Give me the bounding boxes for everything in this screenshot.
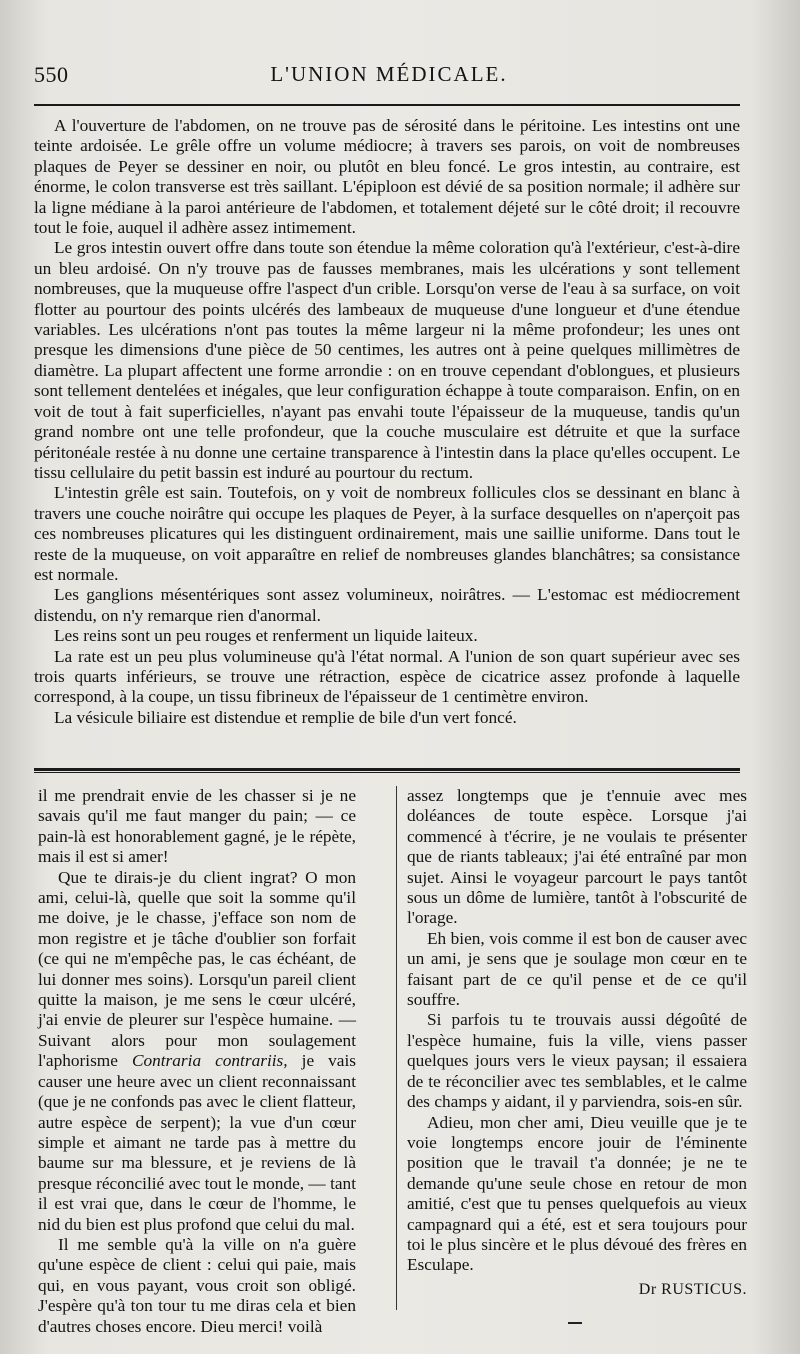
feuilleton-left-column [38, 786, 356, 1337]
page-header [34, 62, 744, 92]
paragraph-abdomen: A l'ouverture de l'abdomen, on ne trouve pas de sérosité dans le péritoine. Les intestins ont une teinte ardoisée. Le grêle offre un volume médiocre; à travers ses parois, on voit de nombreuses plaques de Peyer se dessiner en noir, ou plutôt en bleu foncé. Le gros intestin, au contraire, est énorme, le colon transverse est très saillant. L'épiploon est dévié de sa position normale; il adhère sur la ligne médiane à la paroi antérieure de l'abdomen, et totalement déjeté sur le côté droit; il recouvre tout le foie, auquel il adhère assez intimement. [34, 116, 740, 238]
paragraph-kidneys: Les reins sont un peu rouges et renferment un liquide laiteux. [54, 626, 478, 646]
right-paragraph: Si parfois tu te trouvais aussi dégoûté de l'espèce humaine, fuis la ville, viens passer quelques jours vers le vieux paysan; il essaiera de te réconcilier avec tes semblables, et le calme des champs y aidant, il y parviendra, sois-en sûr. [407, 1010, 747, 1112]
autopsy-report-section [34, 116, 740, 728]
feuilleton-right-column [407, 786, 747, 1300]
right-paragraph: Eh bien, vois comme il est bon de causer avec un ami, je sens que je soulage mon cœur en te faisant part de ce qu'il pense et de ce qu'il souffre. [407, 928, 747, 1010]
left-paragraph: il me prendrait envie de les chasser si je ne savais qu'il me faut manger du pain; — ce pain-là est honorablement gagné, je le répète, mais il est si amer! [38, 786, 356, 867]
running-title: L'UNION MÉDICALE. [270, 62, 508, 86]
column-divider [396, 786, 397, 1310]
feuilleton-separator [34, 768, 740, 773]
paragraph-small-intestine: L'intestin grêle est sain. Toutefois, on y voit de nombreux follicules clos se dessinant en blanc à travers une couche noirâtre qui occupe les plaques de Peyer, à la surface desquelles on n'aperçoit pas ces nombreuses plicatures qui les distinguent ordinairement, mais une saillie uniforme. Dans tout le reste de la muqueuse, on voit apparaître en relief de nombreuses glandes blanchâtres; sa consistance est normale. [34, 483, 740, 584]
left-paragraph: Que te dirais-je du client ingrat? O mon ami, celui-là, quelle que soit la somme qu'il me doive, je le chasse, j'efface son nom de mon registre et je tâche d'oublier son forfait (ce qui ne m'empêche pas, le cas échéant, de lui donner mes soins). Lorsqu'un pareil client quitte la maison, je me sens le cœur ulcéré, j'ai envie de pleurer sur l'espèce humaine. — Suivant alors pour mon soulagement l'aphorisme Contraria contrariis, je vais causer une heure avec un client reconnaissant (que je ne confonds pas avec le client flatteur, autre espèce de serpent); la vue d'un cœur simple et aimant ne tarde pas à mettre du baume sur ma blessure, et je reviens de là presque réconcilié avec tout le monde, — tant il est vrai que, dans le cœur de l'homme, le nid du bien est plus profond que celui du mal. [38, 867, 356, 1234]
paragraph-spleen: La rate est un peu plus volumineuse qu'à l'état normal. A l'union de son quart supérieur avec ses trois quarts inférieurs, se trouve une rétraction, espèce de cicatrice assez profonde à laquelle correspond, à la coupe, un tissu fibrineux de l'épaisseur de 1 centimètre environ. [34, 646, 740, 707]
left-paragraph: Il me semble qu'à la ville on n'a guère qu'une espèce de client : celui qui paie, mais qui, en vous payant, vous croit son obligé. J'espère qu'à ton tour tu me diras cela et bien d'autres choses encore. Dieu merci! voilà [38, 1234, 356, 1336]
right-paragraph: Adieu, mon cher ami, Dieu veuille que je te voie longtemps encore jouir de l'éminente position que le travail t'a donnée; je ne te demande qu'une seule chose en retour de mon amitié, c'est que tu penses quelquefois au vieux campagnard qui a été, est et sera toujours pour toi le plus sincère et le plus dévoué des frères en Esculape. [407, 1112, 747, 1275]
header-rule [34, 104, 740, 106]
end-mark [568, 1322, 582, 1324]
signature: Dr RUSTICUS. [638, 1280, 747, 1298]
paragraph-large-intestine: Le gros intestin ouvert offre dans toute son étendue la même coloration qu'à l'extérieur, c'est-à-dire un bleu ardoisé. On n'y trouve pas de fausses membranes, mais les ulcérations y sont tellement nombreuses, que la muqueuse offre l'aspect d'un crible. Lorsqu'on verse de l'eau à sa surface, on voit flotter au pourtour des points ulcérés des lambeaux de muqueuse d'une longueur et d'une étendue variables. Les ulcérations n'ont pas toutes la même largeur ni la même profondeur; les unes ont presque les dimensions d'une pièce de 50 centimes, les autres ont à peine quelques millimètres de diamètre. La plupart affectent une forme arrondie : on en trouve cependant d'oblongues, et plusieurs sont tellement dentelées et inégales, que leur configuration échappe à toute comparaison. Enfin, on en voit de tout à fait superficielles, n'ayant pas envahi toute l'épaisseur de la muqueuse, tandis qu'un grand nombre ont une telle profondeur, que la couche musculaire est détruite et que la surface péritonéale restée à nu donne une certaine transparence à l'intestin dans la place qu'elles occupent. Le tissu cellulaire du petit bassin est induré au pourtour du rectum. [34, 238, 740, 482]
paragraph-gallbladder: La vésicule biliaire est distendue et remplie de bile d'un vert foncé. [54, 707, 517, 727]
page-number: 550 [34, 62, 69, 87]
paragraph-ganglions: Les ganglions mésentériques sont assez volumineux, noirâtres. — L'estomac est médiocrement distendu, on n'y remarque rien d'anormal. [34, 585, 740, 625]
right-paragraph: assez longtemps que je t'ennuie avec mes doléances de toute espèce. Lorsque j'ai commencé à t'écrire, je ne voulais te présenter que de riants tableaux; j'ai été entraîné par mon sujet. Ainsi le voyageur parcourt le pays tantôt sous un dôme de lumière, tantôt à l'obscurité de l'orage. [407, 786, 747, 928]
